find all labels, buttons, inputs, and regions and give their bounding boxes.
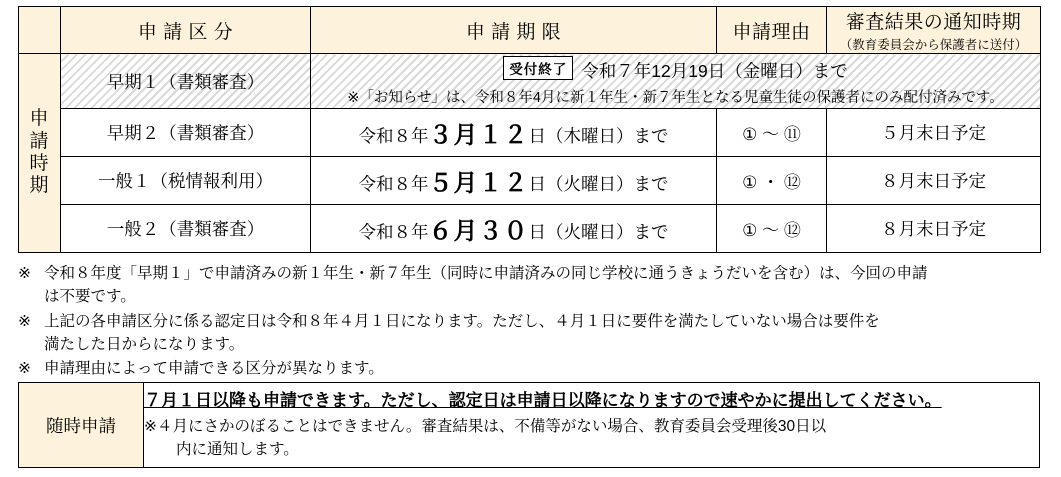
footnote-line: は不要です。 (44, 288, 136, 306)
anytime-body (144, 383, 1040, 468)
cell-kigen: 令和８年５月１２日（火曜日）まで (311, 157, 717, 205)
status-badge: 受付終了 (503, 56, 573, 80)
cell-riyu: ① ～ ⑪ (717, 109, 827, 157)
cell-kigen: 令和８年３月１２日（木曜日）まで (311, 109, 717, 157)
table-row (19, 383, 1040, 468)
kigen-date-big: ５月１２ (428, 170, 529, 197)
cell-tsuchi: ８月末日予定 (827, 157, 1041, 205)
cell-kubun: 一般１（税情報利用） (61, 157, 311, 205)
kigen-note: ※「お知らせ」は、令和８年4月に新１年生・新７年生となる児童生徒の保護者にのみ配付済みです。 (347, 89, 1004, 106)
header-riyu: 申請理由 (717, 7, 827, 54)
anytime-line-2: ※４月にさかのぼることはできません。審査結果は、不備等がない場合、教育委員会受理後30日以 (144, 418, 827, 436)
table-row (19, 157, 1041, 205)
row-group-label-period: 申 請 時 期 (19, 54, 61, 253)
header-tsuchi-main: 審査結果の通知時期 (845, 12, 1022, 33)
table-header-row (19, 7, 1041, 54)
footnote-body (44, 310, 1043, 357)
application-period-table (18, 6, 1041, 253)
table-row (19, 54, 1041, 109)
footnote-item (18, 310, 1043, 357)
footnote-line: 満たした日からになります。 (44, 335, 245, 353)
kigen-date-big: ６月３０ (428, 218, 529, 245)
cell-kubun: 早期１（書類審査） (61, 54, 311, 109)
cell-tsuchi: ８月末日予定 (827, 205, 1041, 253)
cell-tsuchi: ５月末日予定 (827, 109, 1041, 157)
anytime-label: 随時申請 (19, 383, 144, 468)
footnote-body (44, 357, 1043, 380)
cell-kubun: 一般２（書類審査） (61, 205, 311, 253)
footnote-body (44, 262, 1043, 309)
footnote-line: 令和８年度「早期１」で申請済みの新１年生・新７年生（同時に申請済みの同じ学校に通うきょうだいを含む）は、今回の申請 (44, 265, 928, 282)
footnote-line: 上記の各申請区分に係る認定日は令和８年４月１日になります。ただし、４月１日に要件を満たしていない場合は要件を (44, 312, 880, 330)
header-tsuchi (827, 7, 1041, 54)
table-row (19, 109, 1041, 157)
anytime-line-1: ７月１日以降も申請できます。ただし、認定日は申請日以降になりますので速やかに提出してください。 (144, 390, 942, 410)
header-kigen: 申 請 期 限 (311, 7, 717, 54)
footnote-mark: ※ (18, 312, 31, 330)
cell-riyu: ① ～ ⑫ (717, 205, 827, 253)
anytime-application-box (18, 382, 1040, 468)
cell-kigen: 令和８年６月３０日（火曜日）まで (311, 205, 717, 253)
cell-riyu: ① ・ ⑫ (717, 157, 827, 205)
footnote-mark: ※ (18, 265, 31, 282)
kigen-text: 令和７年12月19日（金曜日）まで (581, 60, 848, 81)
kigen-line (503, 61, 847, 81)
footnote-mark: ※ (18, 360, 31, 377)
anytime-line-3: 内に通知します。 (176, 440, 299, 458)
footnote-item (18, 357, 1043, 380)
footnotes (18, 262, 1043, 381)
header-tsuchi-sub: （教育委員会から保護者に送付） (839, 38, 1028, 52)
footnote-item (18, 262, 1043, 309)
header-kubun: 申 請 区 分 (61, 7, 311, 54)
cell-kubun: 早期２（書類審査） (61, 109, 311, 157)
cell-kigen-early1 (311, 54, 1041, 109)
header-corner-cell (19, 7, 61, 54)
kigen-date-big: ３月１２ (428, 122, 529, 149)
footnote-line: 申請理由によって申請できる区分が異なります。 (44, 360, 384, 377)
table-row (19, 205, 1041, 253)
